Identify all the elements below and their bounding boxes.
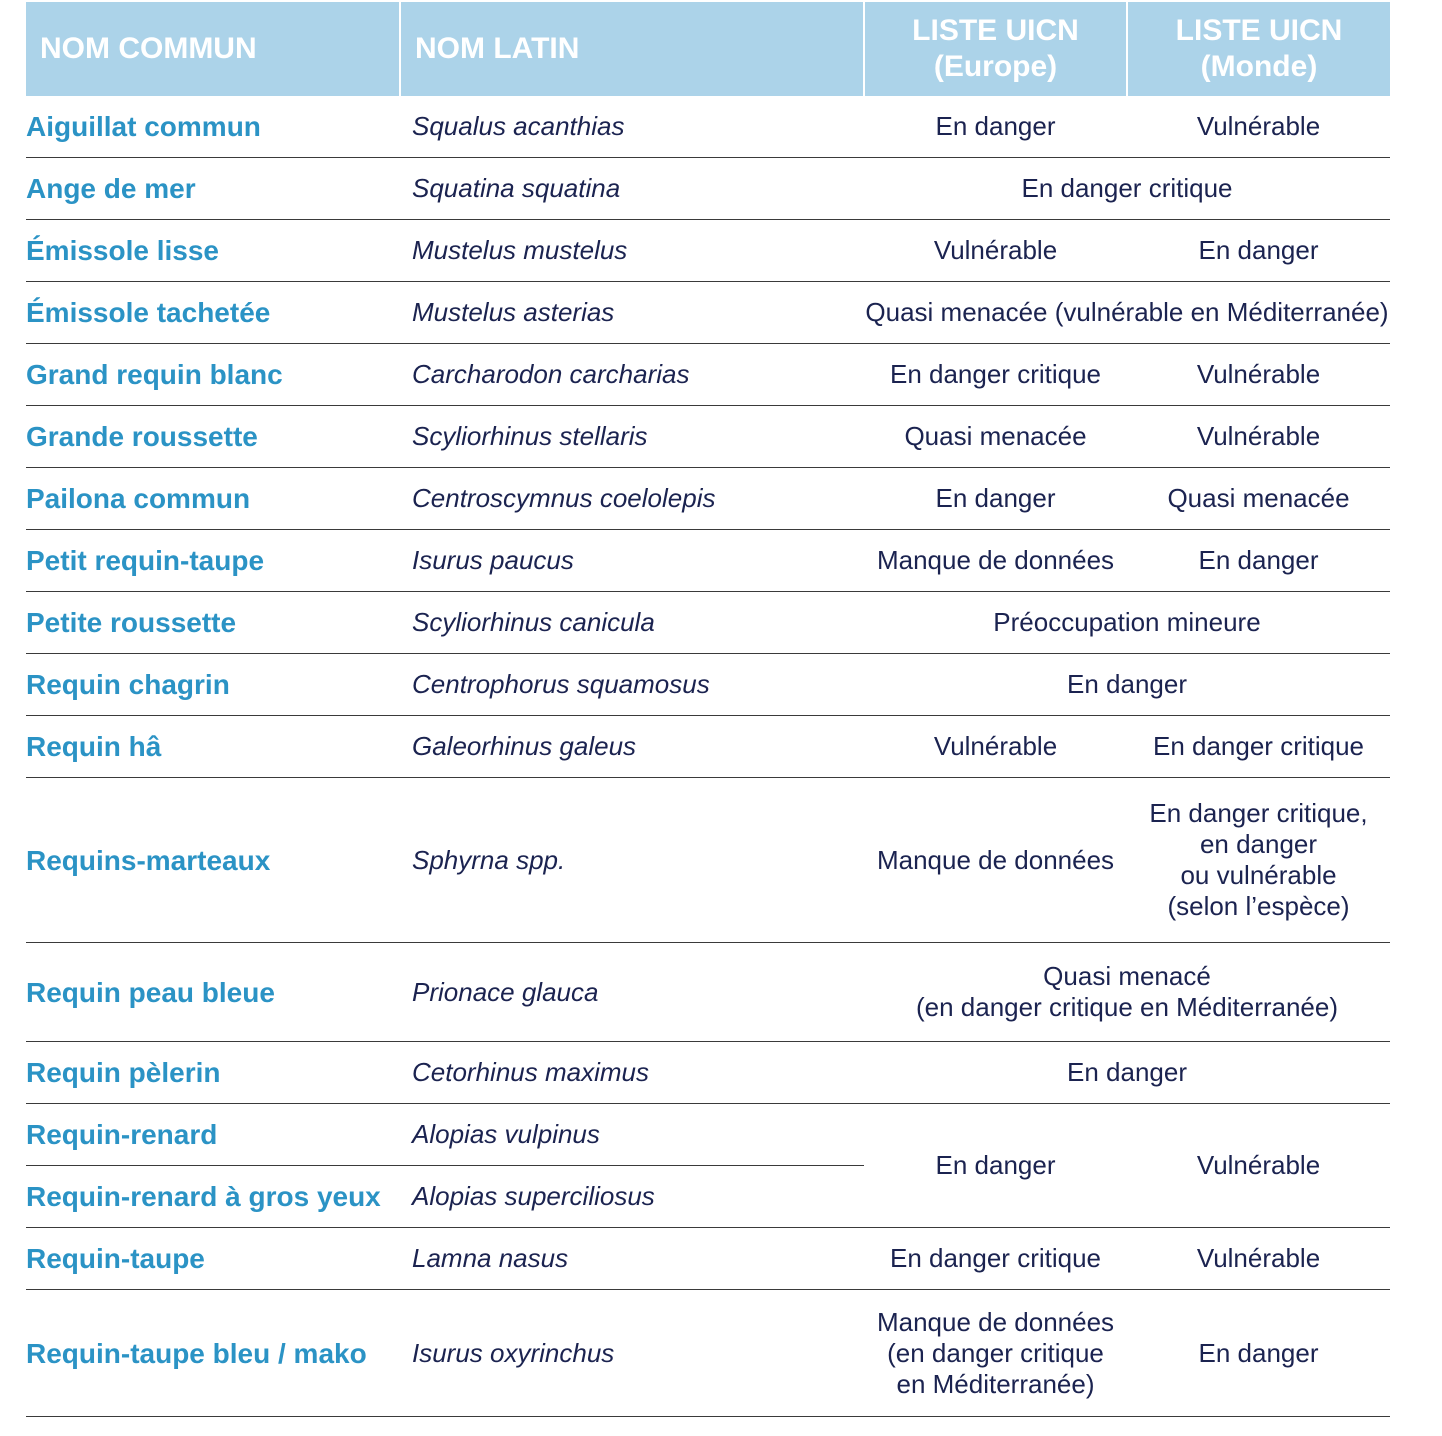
shark-status-table: [26, 2, 1390, 1417]
table-row: [26, 468, 1390, 530]
common-name: Aiguillat commun: [26, 96, 400, 158]
common-name: Émissole lisse: [26, 220, 400, 282]
common-name: Requin pèlerin: [26, 1042, 400, 1104]
latin-name: Carcharodon carcharias: [400, 344, 864, 406]
latin-name: Mustelus asterias: [400, 282, 864, 344]
common-name: Ange de mer: [26, 158, 400, 220]
common-name: Grand requin blanc: [26, 344, 400, 406]
status-both: Préoccupation mineure: [864, 592, 1390, 654]
status-both: En danger: [864, 654, 1390, 716]
common-name: Requin-taupe bleu / mako: [26, 1290, 400, 1417]
header-common-name: NOM COMMUN: [26, 2, 400, 96]
common-name: Requin chagrin: [26, 654, 400, 716]
status-world: En danger: [1127, 220, 1390, 282]
common-name: Petite roussette: [26, 592, 400, 654]
table-row: [26, 1290, 1390, 1417]
status-line: (en danger critique en Méditerranée): [915, 992, 1339, 1022]
status-both: En danger: [864, 1042, 1390, 1104]
header-iucn-world-line1: LISTE UICN: [1175, 14, 1343, 47]
common-name: Petit requin-taupe: [26, 530, 400, 592]
status-both: En danger critique: [864, 158, 1390, 220]
table-row: [26, 96, 1390, 158]
status-world: Vulnérable: [1127, 1228, 1390, 1290]
latin-name: Sphyrna spp.: [400, 778, 864, 943]
status-europe: En danger: [864, 1104, 1127, 1228]
latin-name: Centrophorus squamosus: [400, 654, 864, 716]
table-row: [26, 406, 1390, 468]
table-row: [26, 716, 1390, 778]
status-europe: Quasi menacée: [864, 406, 1127, 468]
common-name: Pailona commun: [26, 468, 400, 530]
header-iucn-world-line2: (Monde): [1200, 50, 1318, 83]
status-europe: Manque de données: [864, 778, 1127, 943]
status-world: Vulnérable: [1127, 406, 1390, 468]
latin-name: Centroscymnus coelolepis: [400, 468, 864, 530]
status-line: (selon l’espèce): [1167, 891, 1350, 921]
common-name: Requins-marteaux: [26, 778, 400, 943]
common-name: Requin-renard: [26, 1104, 400, 1166]
status-europe: Vulnérable: [864, 716, 1127, 778]
latin-name: Squatina squatina: [400, 158, 864, 220]
table-row: [26, 943, 1390, 1042]
latin-name: Mustelus mustelus: [400, 220, 864, 282]
status-europe: En danger: [864, 468, 1127, 530]
latin-name: Prionace glauca: [400, 943, 864, 1042]
status-europe: [864, 1290, 1127, 1417]
table-row: [26, 778, 1390, 943]
table-header-row: [26, 2, 1390, 96]
status-line: Manque de données: [876, 1306, 1115, 1337]
status-europe: Manque de données: [864, 530, 1127, 592]
status-line: ou vulnérable: [1180, 860, 1337, 890]
status-world: Vulnérable: [1127, 96, 1390, 158]
common-name: Grande roussette: [26, 406, 400, 468]
header-iucn-world: [1127, 2, 1390, 96]
latin-name: Lamna nasus: [400, 1228, 864, 1290]
latin-name: Cetorhinus maximus: [400, 1042, 864, 1104]
status-both: Quasi menacée (vulnérable en Méditerranée): [864, 282, 1390, 344]
latin-name: Scyliorhinus stellaris: [400, 406, 864, 468]
status-line: (en danger critique: [887, 1337, 1104, 1368]
latin-name: Isurus oxyrinchus: [400, 1290, 864, 1417]
table-row: [26, 220, 1390, 282]
common-name: Requin-taupe: [26, 1228, 400, 1290]
status-europe: En danger: [864, 96, 1127, 158]
table-row: [26, 158, 1390, 220]
status-europe: En danger critique: [864, 344, 1127, 406]
status-world: En danger critique: [1127, 716, 1390, 778]
status-europe: En danger critique: [864, 1228, 1127, 1290]
status-world: En danger: [1127, 530, 1390, 592]
status-world: En danger: [1127, 1290, 1390, 1417]
latin-name: Scyliorhinus canicula: [400, 592, 864, 654]
latin-name: Alopias superciliosus: [400, 1166, 864, 1228]
table-row: [26, 1104, 1390, 1166]
table-row: [26, 1228, 1390, 1290]
header-iucn-europe-line1: LISTE UICN: [912, 14, 1079, 47]
latin-name: Isurus paucus: [400, 530, 864, 592]
latin-name: Galeorhinus galeus: [400, 716, 864, 778]
header-latin-name: NOM LATIN: [400, 2, 864, 96]
table-row: [26, 1042, 1390, 1104]
header-iucn-europe: [864, 2, 1127, 96]
common-name: Requin-renard à gros yeux: [26, 1166, 400, 1228]
status-line: en Méditerranée): [896, 1368, 1095, 1399]
common-name: Requin peau bleue: [26, 943, 400, 1042]
status-europe: Vulnérable: [864, 220, 1127, 282]
table-row: [26, 282, 1390, 344]
status-world: Vulnérable: [1127, 344, 1390, 406]
status-world: [1127, 778, 1390, 943]
common-name: Émissole tachetée: [26, 282, 400, 344]
status-line: en danger: [1199, 829, 1318, 859]
latin-name: Alopias vulpinus: [400, 1104, 864, 1166]
common-name: Requin hâ: [26, 716, 400, 778]
table-row: [26, 530, 1390, 592]
status-world: Vulnérable: [1127, 1104, 1390, 1228]
status-world: Quasi menacée: [1127, 468, 1390, 530]
table-row: [26, 344, 1390, 406]
table-row: [26, 654, 1390, 716]
latin-name: Squalus acanthias: [400, 96, 864, 158]
status-both: [864, 943, 1390, 1042]
status-line: En danger critique,: [1149, 798, 1368, 828]
status-line: Quasi menacé: [1043, 961, 1211, 991]
table-row: [26, 592, 1390, 654]
header-iucn-europe-line2: (Europe): [933, 50, 1058, 83]
